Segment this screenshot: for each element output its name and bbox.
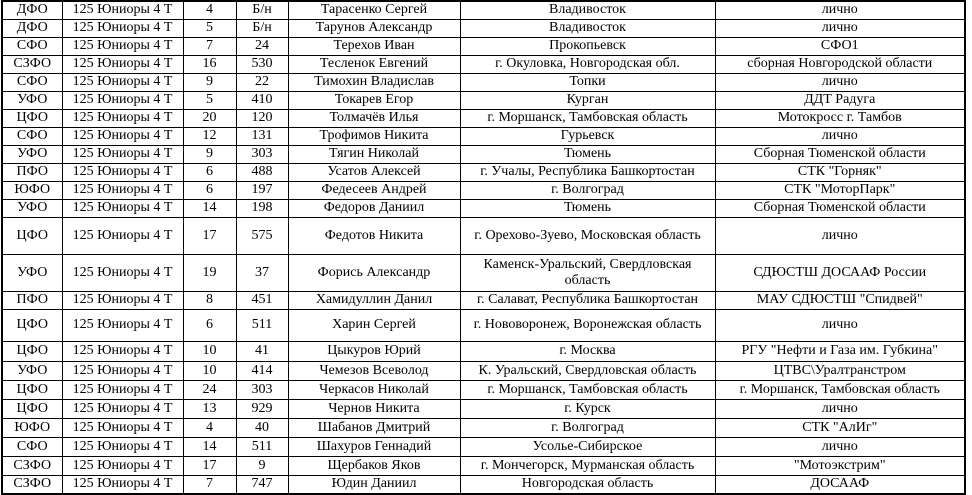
cell-rider-name: Токарев Егор: [288, 91, 460, 109]
cell-start-number: 17: [183, 217, 236, 254]
cell-start-number: 5: [183, 19, 236, 37]
riders-table-body: [2, 1, 965, 494]
cell-start-number: 10: [183, 361, 236, 380]
cell-rider-name: Терехов Иван: [288, 37, 460, 55]
cell-start-number: 20: [183, 109, 236, 127]
cell-team: ДДТ Радуга: [715, 91, 965, 109]
cell-license: 198: [236, 199, 288, 217]
cell-city: Новгородская область: [460, 475, 715, 494]
cell-start-number: 4: [183, 418, 236, 437]
cell-rider-name: Щербаков Яков: [288, 456, 460, 475]
cell-rider-name: Чернов Никита: [288, 399, 460, 418]
cell-start-number: 16: [183, 55, 236, 73]
cell-class: 125 Юниоры 4 Т: [62, 1, 183, 19]
cell-city: Владивосток: [460, 1, 715, 19]
cell-class: 125 Юниоры 4 Т: [62, 456, 183, 475]
table-row: [2, 127, 965, 145]
cell-license: 131: [236, 127, 288, 145]
cell-team: Сборная Тюменской области: [715, 145, 965, 163]
cell-region: ДФО: [2, 19, 62, 37]
cell-class: 125 Юниоры 4 Т: [62, 127, 183, 145]
cell-city: Усолье-Сибирское: [460, 437, 715, 456]
cell-rider-name: Федесеев Андрей: [288, 181, 460, 199]
cell-team: "Мотоэкстрим": [715, 456, 965, 475]
cell-team: лично: [715, 1, 965, 19]
table-row: [2, 341, 965, 361]
cell-region: СФО: [2, 127, 62, 145]
cell-team: лично: [715, 19, 965, 37]
cell-region: СЗФО: [2, 55, 62, 73]
cell-team: ДОСААФ: [715, 475, 965, 494]
cell-city: г. Мончегорск, Мурманская область: [460, 456, 715, 475]
table-row: [2, 291, 965, 309]
cell-region: УФО: [2, 199, 62, 217]
cell-region: УФО: [2, 91, 62, 109]
cell-city: г. Курск: [460, 399, 715, 418]
cell-region: ЦФО: [2, 217, 62, 254]
cell-start-number: 7: [183, 37, 236, 55]
table-row: [2, 217, 965, 254]
cell-rider-name: Шабанов Дмитрий: [288, 418, 460, 437]
table-row: [2, 163, 965, 181]
cell-start-number: 17: [183, 456, 236, 475]
cell-license: 22: [236, 73, 288, 91]
cell-class: 125 Юниоры 4 Т: [62, 309, 183, 341]
cell-team: МАУ СДЮСТШ "Спидвей": [715, 291, 965, 309]
cell-rider-name: Тарасенко Сергей: [288, 1, 460, 19]
cell-region: СФО: [2, 37, 62, 55]
table-row: [2, 181, 965, 199]
cell-region: УФО: [2, 361, 62, 380]
cell-class: 125 Юниоры 4 Т: [62, 145, 183, 163]
cell-region: ПФО: [2, 163, 62, 181]
cell-license: 410: [236, 91, 288, 109]
cell-license: 511: [236, 437, 288, 456]
cell-license: 575: [236, 217, 288, 254]
cell-team: СДЮСТШ ДОСААФ России: [715, 254, 965, 291]
cell-license: 41: [236, 341, 288, 361]
cell-class: 125 Юниоры 4 Т: [62, 418, 183, 437]
cell-team: лично: [715, 217, 965, 254]
table-row: [2, 109, 965, 127]
cell-region: СЗФО: [2, 456, 62, 475]
cell-rider-name: Федотов Никита: [288, 217, 460, 254]
cell-class: 125 Юниоры 4 Т: [62, 341, 183, 361]
cell-city: г. Салават, Республика Башкортостан: [460, 291, 715, 309]
cell-class: 125 Юниоры 4 Т: [62, 37, 183, 55]
cell-team: лично: [715, 73, 965, 91]
cell-region: ДФО: [2, 1, 62, 19]
table-row: [2, 456, 965, 475]
table-row: [2, 37, 965, 55]
cell-city: г. Волгоград: [460, 418, 715, 437]
cell-class: 125 Юниоры 4 Т: [62, 291, 183, 309]
cell-license: 37: [236, 254, 288, 291]
cell-start-number: 12: [183, 127, 236, 145]
cell-city: г. Окуловка, Новгородская обл.: [460, 55, 715, 73]
cell-license: 40: [236, 418, 288, 437]
cell-team: ЦТВС\Уралтранстром: [715, 361, 965, 380]
cell-city: г. Москва: [460, 341, 715, 361]
cell-rider-name: Тесленок Евгений: [288, 55, 460, 73]
cell-team: СТК "Горняк": [715, 163, 965, 181]
cell-rider-name: Чемезов Всеволод: [288, 361, 460, 380]
cell-region: УФО: [2, 254, 62, 291]
cell-region: ЮФО: [2, 181, 62, 199]
cell-license: 747: [236, 475, 288, 494]
cell-license: 197: [236, 181, 288, 199]
cell-class: 125 Юниоры 4 Т: [62, 109, 183, 127]
cell-region: СФО: [2, 437, 62, 456]
cell-class: 125 Юниоры 4 Т: [62, 19, 183, 37]
cell-start-number: 19: [183, 254, 236, 291]
cell-rider-name: Тимохин Владислав: [288, 73, 460, 91]
cell-rider-name: Тягин Николай: [288, 145, 460, 163]
cell-rider-name: Тарунов Александр: [288, 19, 460, 37]
cell-license: 414: [236, 361, 288, 380]
cell-license: 303: [236, 380, 288, 399]
cell-start-number: 6: [183, 181, 236, 199]
cell-city: Тюмень: [460, 145, 715, 163]
table-row: [2, 361, 965, 380]
cell-city: г. Орехово-Зуево, Московская область: [460, 217, 715, 254]
table-row: [2, 254, 965, 291]
cell-rider-name: Усатов Алексей: [288, 163, 460, 181]
cell-region: ЦФО: [2, 309, 62, 341]
table-row: [2, 418, 965, 437]
cell-start-number: 6: [183, 163, 236, 181]
cell-city: Прокопьевск: [460, 37, 715, 55]
cell-city: Гурьевск: [460, 127, 715, 145]
cell-license: 9: [236, 456, 288, 475]
cell-city: Курган: [460, 91, 715, 109]
cell-team: лично: [715, 309, 965, 341]
cell-start-number: 24: [183, 380, 236, 399]
cell-class: 125 Юниоры 4 Т: [62, 437, 183, 456]
table-row: [2, 399, 965, 418]
cell-license: 120: [236, 109, 288, 127]
cell-license: 24: [236, 37, 288, 55]
cell-region: ЦФО: [2, 380, 62, 399]
cell-city: г. Учалы, Республика Башкортостан: [460, 163, 715, 181]
cell-class: 125 Юниоры 4 Т: [62, 199, 183, 217]
cell-rider-name: Шахуров Геннадий: [288, 437, 460, 456]
cell-region: СФО: [2, 73, 62, 91]
table-row: [2, 437, 965, 456]
cell-city: Владивосток: [460, 19, 715, 37]
cell-region: ПФО: [2, 291, 62, 309]
cell-city: г. Нововоронеж, Воронежская область: [460, 309, 715, 341]
table-row: [2, 91, 965, 109]
cell-region: УФО: [2, 145, 62, 163]
cell-region: ЮФО: [2, 418, 62, 437]
table-row: [2, 55, 965, 73]
cell-team: сборная Новгородской области: [715, 55, 965, 73]
cell-start-number: 6: [183, 309, 236, 341]
table-row: [2, 475, 965, 494]
cell-license: 303: [236, 145, 288, 163]
cell-start-number: 10: [183, 341, 236, 361]
cell-license: 530: [236, 55, 288, 73]
cell-rider-name: Трофимов Никита: [288, 127, 460, 145]
cell-class: 125 Юниоры 4 Т: [62, 181, 183, 199]
table-row: [2, 19, 965, 37]
cell-team: г. Моршанск, Тамбовская область: [715, 380, 965, 399]
cell-city: г. Моршанск, Тамбовская область: [460, 380, 715, 399]
cell-class: 125 Юниоры 4 Т: [62, 73, 183, 91]
cell-team: СТК "АлИг": [715, 418, 965, 437]
cell-team: лично: [715, 399, 965, 418]
cell-class: 125 Юниоры 4 Т: [62, 380, 183, 399]
cell-city: Тюмень: [460, 199, 715, 217]
table-row: [2, 73, 965, 91]
cell-region: СЗФО: [2, 475, 62, 494]
cell-team: СФО1: [715, 37, 965, 55]
cell-class: 125 Юниоры 4 Т: [62, 55, 183, 73]
cell-license: Б/н: [236, 1, 288, 19]
table-row: [2, 1, 965, 19]
table-row: [2, 145, 965, 163]
cell-rider-name: Толмачёв Илья: [288, 109, 460, 127]
cell-team: Сборная Тюменской области: [715, 199, 965, 217]
cell-license: 488: [236, 163, 288, 181]
cell-license: Б/н: [236, 19, 288, 37]
table-row: [2, 199, 965, 217]
cell-license: 511: [236, 309, 288, 341]
cell-region: ЦФО: [2, 341, 62, 361]
cell-rider-name: Федоров Даниил: [288, 199, 460, 217]
cell-start-number: 4: [183, 1, 236, 19]
table-row: [2, 309, 965, 341]
cell-class: 125 Юниоры 4 Т: [62, 217, 183, 254]
cell-rider-name: Хамидуллин Данил: [288, 291, 460, 309]
cell-class: 125 Юниоры 4 Т: [62, 163, 183, 181]
cell-class: 125 Юниоры 4 Т: [62, 399, 183, 418]
cell-class: 125 Юниоры 4 Т: [62, 475, 183, 494]
cell-region: ЦФО: [2, 399, 62, 418]
cell-rider-name: Юдин Даниил: [288, 475, 460, 494]
riders-entry-table: [1, 0, 966, 495]
cell-team: СТК "МоторПарк": [715, 181, 965, 199]
cell-city: г. Волгоград: [460, 181, 715, 199]
table-row: [2, 380, 965, 399]
cell-start-number: 13: [183, 399, 236, 418]
cell-rider-name: Цыкуров Юрий: [288, 341, 460, 361]
cell-city: К. Уральский, Свердловская область: [460, 361, 715, 380]
cell-start-number: 5: [183, 91, 236, 109]
cell-class: 125 Юниоры 4 Т: [62, 254, 183, 291]
cell-city: Каменск-Уральский, Свердловская область: [460, 254, 715, 291]
cell-start-number: 14: [183, 199, 236, 217]
cell-license: 451: [236, 291, 288, 309]
cell-rider-name: Харин Сергей: [288, 309, 460, 341]
cell-start-number: 8: [183, 291, 236, 309]
cell-license: 929: [236, 399, 288, 418]
cell-class: 125 Юниоры 4 Т: [62, 91, 183, 109]
cell-class: 125 Юниоры 4 Т: [62, 361, 183, 380]
cell-start-number: 9: [183, 73, 236, 91]
cell-region: ЦФО: [2, 109, 62, 127]
cell-team: РГУ "Нефти и Газа им. Губкина": [715, 341, 965, 361]
cell-start-number: 14: [183, 437, 236, 456]
cell-city: Топки: [460, 73, 715, 91]
cell-team: лично: [715, 437, 965, 456]
cell-rider-name: Черкасов Николай: [288, 380, 460, 399]
cell-start-number: 9: [183, 145, 236, 163]
cell-city: г. Моршанск, Тамбовская область: [460, 109, 715, 127]
cell-team: Мотокросс г. Тамбов: [715, 109, 965, 127]
cell-start-number: 7: [183, 475, 236, 494]
cell-team: лично: [715, 127, 965, 145]
cell-rider-name: Форись Александр: [288, 254, 460, 291]
